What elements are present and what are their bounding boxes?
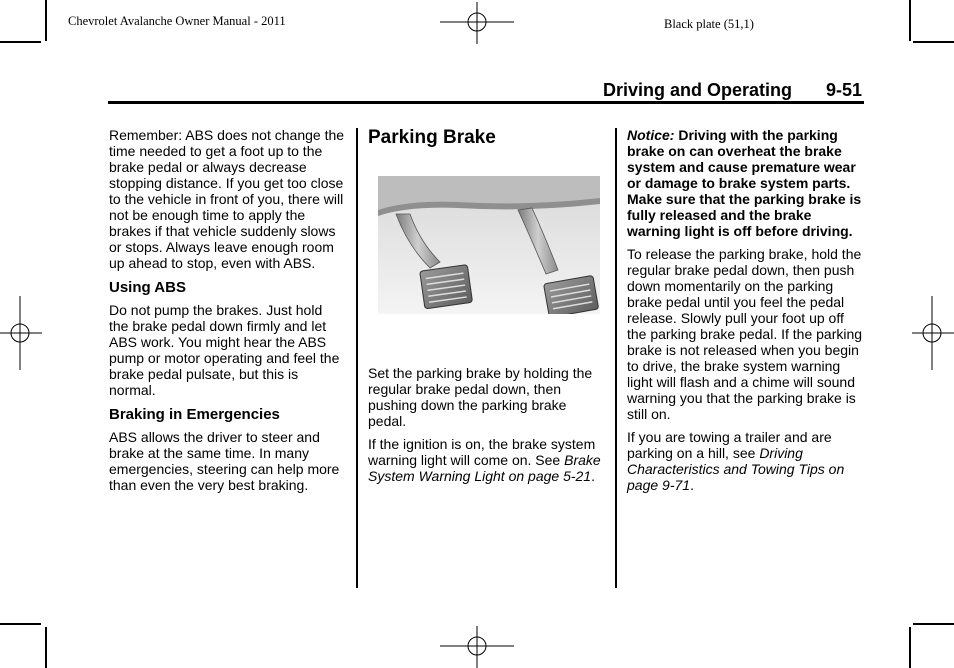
- abs-remember-paragraph: Remember: ABS does not change the time needed to get a foot up to the brake pedal or always decrease stopping distance. If you get too close to the vehicle in front of you, there will not be enough time to apply the brakes if that vehicle suddenly slows or stops. Always leave enough room up ahead to stop, even with ABS.: [109, 127, 345, 271]
- page-number: 9-51: [826, 80, 863, 100]
- crop-mark: [45, 0, 47, 41]
- braking-emergencies-heading: Braking in Emergencies: [109, 406, 280, 423]
- ignition-warning-suffix: .: [591, 468, 595, 484]
- plate-label: Black plate (51,1): [664, 17, 754, 31]
- crop-mark: [913, 41, 954, 43]
- towing-text: If you are towing a trailer and are parking on a hill, see: [627, 429, 832, 461]
- crop-mark: [913, 623, 954, 625]
- pedals-illustration: [378, 176, 600, 314]
- towing-paragraph: [627, 429, 863, 493]
- crop-mark: [0, 41, 41, 43]
- column-2: [368, 127, 608, 149]
- header-rule: [108, 101, 864, 104]
- notice-paragraph: [627, 127, 863, 239]
- set-parking-brake-paragraph: Set the parking brake by holding the regular brake pedal down, then pushing down the parking brake pedal.: [368, 365, 593, 429]
- ignition-warning-paragraph: [368, 436, 608, 484]
- registration-mark-top: [440, 2, 514, 44]
- column-divider: [356, 128, 358, 588]
- registration-mark-right: [912, 296, 954, 370]
- towing-tips-link[interactable]: Driving Characteristics and Towing Tips on page 9-71: [627, 445, 845, 493]
- column-2-body: [368, 365, 608, 484]
- towing-suffix: .: [690, 477, 694, 493]
- crop-mark: [45, 627, 47, 668]
- ignition-warning-text: If the ignition is on, the brake system warning light will come on. See: [368, 436, 596, 468]
- column-divider: [615, 128, 617, 588]
- parking-brake-heading: Parking Brake: [368, 127, 496, 148]
- brake-warning-light-link[interactable]: Brake System Warning Light on page 5-21: [368, 452, 601, 484]
- crop-mark: [909, 0, 911, 41]
- crop-mark: [909, 627, 911, 668]
- braking-emergencies-paragraph: ABS allows the driver to steer and brake at the same time. In many emergencies, steering can help more than even the very best braking.: [109, 429, 340, 493]
- column-3: [627, 127, 863, 493]
- section-title: Driving and Operating: [603, 80, 793, 100]
- registration-mark-left: [0, 296, 42, 370]
- using-abs-paragraph: Do not pump the brakes. Just hold the brake pedal down firmly and let ABS work. You might hear the ABS pump or motor operating and feel the brake pedal pulsate, but this is normal.: [109, 302, 340, 398]
- manual-title: Chevrolet Avalanche Owner Manual - 2011: [68, 14, 286, 28]
- crop-mark: [0, 623, 41, 625]
- notice-label: Notice:: [627, 127, 675, 143]
- column-1: [109, 127, 345, 493]
- release-parking-brake-paragraph: To release the parking brake, hold the regular brake pedal down, then push down momentarily on the parking brake pedal until you feel the pedal release. Slowly pull your foot up off the parking brake pedal. If the parking brake is not released when you begin to drive, the brake system warning light will flash and a chime will sound warning you that the parking brake is still on.: [627, 246, 863, 422]
- notice-text: Driving with the parking brake on can overheat the brake system and cause premature wear or damage to brake system parts. Make sure that the parking brake is fully released and the brake warning light is off before driving.: [627, 127, 862, 239]
- registration-mark-bottom: [440, 626, 514, 668]
- using-abs-heading: Using ABS: [109, 279, 186, 296]
